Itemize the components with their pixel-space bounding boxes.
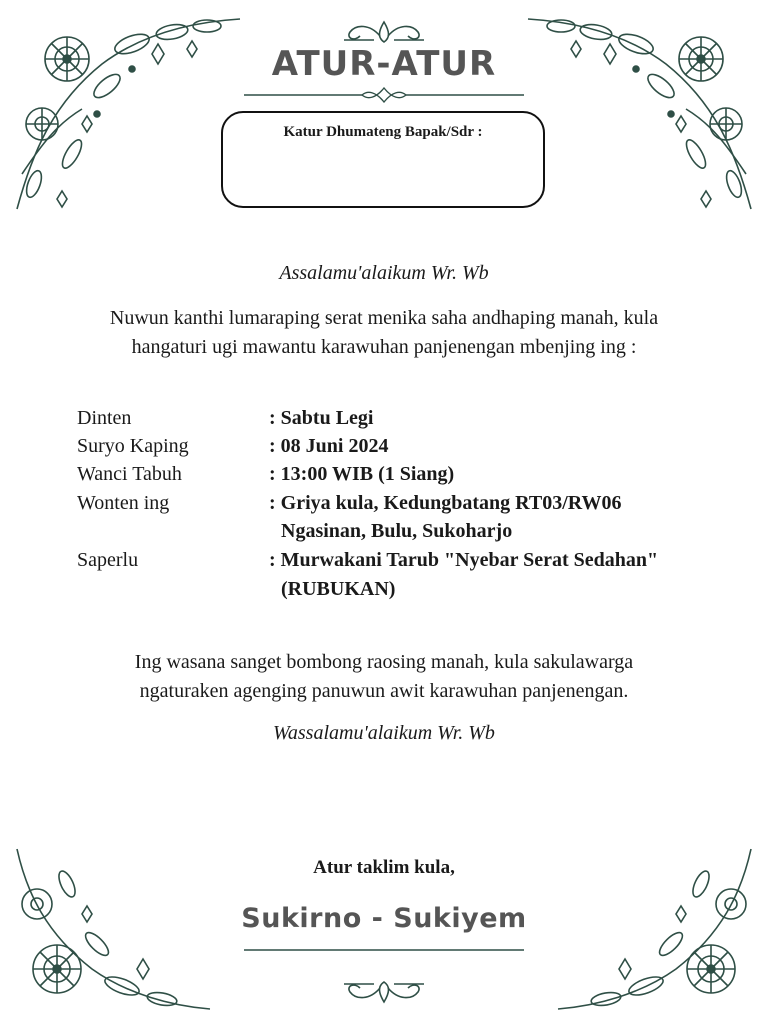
closing-line-1: Ing wasana sanget bombong raosing manah, kula sakulawarga bbox=[134, 651, 634, 673]
farewell: Wassalamu'alaikum Wr. Wb bbox=[273, 722, 495, 744]
detail-value: : Griya kula, Kedungbatang RT03/RW06 bbox=[269, 492, 622, 514]
title-flourish-top-icon bbox=[334, 18, 434, 46]
greeting: Assalamu'alaikum Wr. Wb bbox=[279, 262, 489, 284]
signature-divider-icon bbox=[244, 941, 524, 959]
detail-value: : Murwakani Tarub "Nyebar Serat Sedahan" bbox=[269, 549, 659, 571]
signer-names: Sukirno - Sukiyem bbox=[241, 903, 527, 934]
detail-label: Suryo Kaping bbox=[77, 435, 189, 457]
detail-value: : 13:00 WIB (1 Siang) bbox=[269, 463, 455, 485]
detail-value: : 08 Juni 2024 bbox=[269, 435, 389, 457]
closing-line-2: ngaturaken agenging panuwun awit karawuhan panjenengan. bbox=[139, 680, 629, 702]
detail-label: Dinten bbox=[77, 407, 132, 429]
detail-label: Saperlu bbox=[77, 549, 139, 571]
intro-line-1: Nuwun kanthi lumaraping serat menika saha andhaping manah, kula bbox=[109, 307, 659, 329]
detail-label: Wonten ing bbox=[77, 492, 170, 514]
bottom-flourish-icon bbox=[334, 976, 434, 1006]
title-divider-icon bbox=[244, 86, 524, 104]
detail-value: : Sabtu Legi bbox=[269, 407, 374, 429]
recipient-label: Katur Dhumateng Bapak/Sdr : bbox=[283, 124, 483, 140]
page-title: ATUR-ATUR bbox=[271, 44, 497, 84]
detail-label: Wanci Tabuh bbox=[77, 463, 182, 485]
intro-line-2: hangaturi ugi mawantu karawuhan panjenengan mbenjing ing : bbox=[131, 336, 637, 358]
regards-text: Atur taklim kula, bbox=[313, 857, 455, 878]
detail-value-continued: (RUBUKAN) bbox=[281, 578, 396, 600]
detail-value-continued: Ngasinan, Bulu, Sukoharjo bbox=[281, 520, 513, 542]
